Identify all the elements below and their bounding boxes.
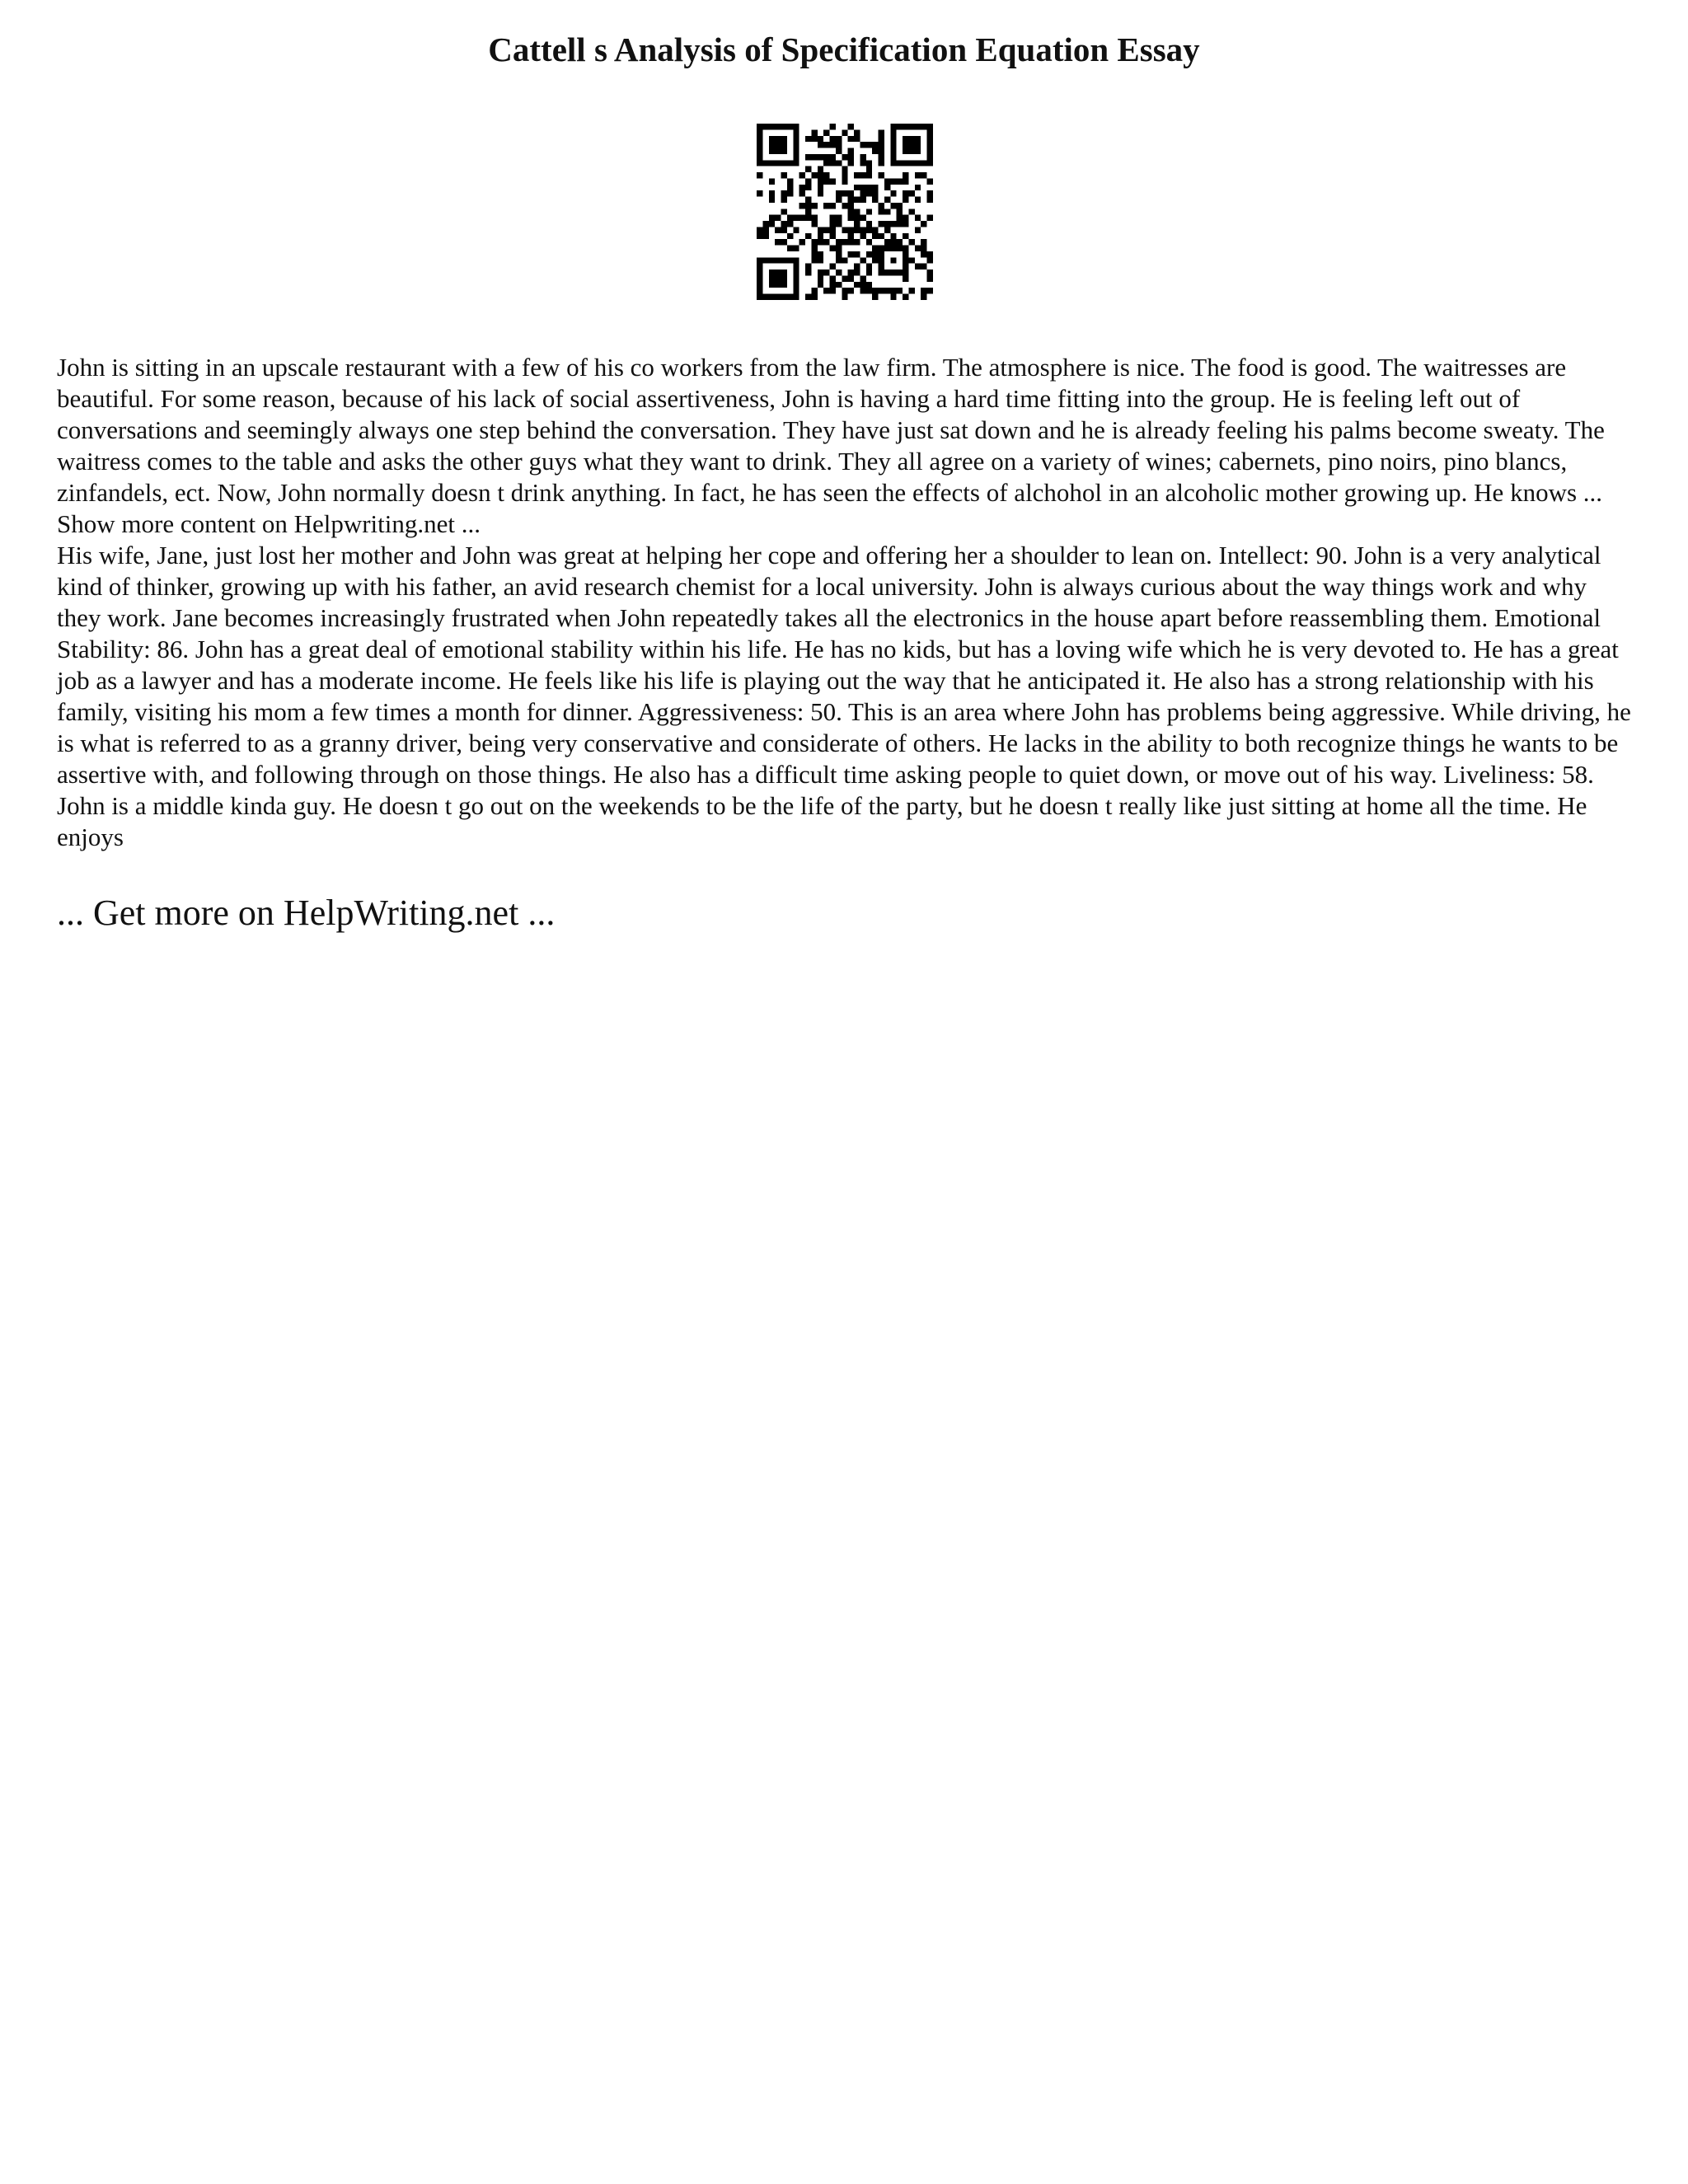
paragraph-intro: John is sitting in an upscale restaurant with a few of his co workers from the law firm. The atmosphere is nice. The food is good. The waitresses are beautiful. For some reason, because of his lack of social assertiveness, John is having a hard time fitting into the group. He is feeling left out of conversations and seemingly always one step behind the conversation. They have just sat down and he is already feeling his palms become sweaty. The waitress comes to the table and asks the other guys what they want to drink. They all agree on a variety of wines; cabernets, pino noirs, pino blancs, zinfandels, ect. Now, John normally doesn t drink anything. In fact, he has seen the effects of alchohol in an alcoholic mother growing up. He knows ... Show more content on Helpwriting.net ...: [57, 353, 1605, 538]
document-title: Cattell s Analysis of Specification Equation Essay: [488, 30, 1200, 68]
document-body: [57, 352, 1636, 853]
get-more-link[interactable]: ... Get more on HelpWriting.net ...: [57, 893, 556, 933]
qr-code-image: [757, 124, 933, 300]
paragraph-traits: His wife, Jane, just lost her mother and John was great at helping her cope and offering her a shoulder to lean on. Intellect: 90. John is a very analytical kind of thinker, growing up with his father, an avid research chemist for a local university. John is always curious about the way things work and why they work. Jane becomes increasingly frustrated when John repeatedly takes all the electronics in the house apart before reassembling them. Emotional Stability: 86. John has a great deal of emotional stability within his life. He has no kids, but has a loving wife which he is very devoted to. He has a great job as a lawyer and has a moderate income. He feels like his life is playing out the way that he anticipated it. He also has a strong relationship with his family, visiting his mom a few times a month for dinner. Aggressiveness: 50. This is an area where John has problems being aggressive. While driving, he is what is referred to as a granny driver, being very conservative and considerate of others. He lacks in the ability to both recognize things he wants to be assertive with, and following through on those things. He also has a difficult time asking people to quiet down, or move out of his way. Liveliness: 58. John is a middle kinda guy. He doesn t go out on the weekends to be the life of the party, but he doesn t really like just sitting at home all the time. He enjoys: [57, 541, 1631, 851]
